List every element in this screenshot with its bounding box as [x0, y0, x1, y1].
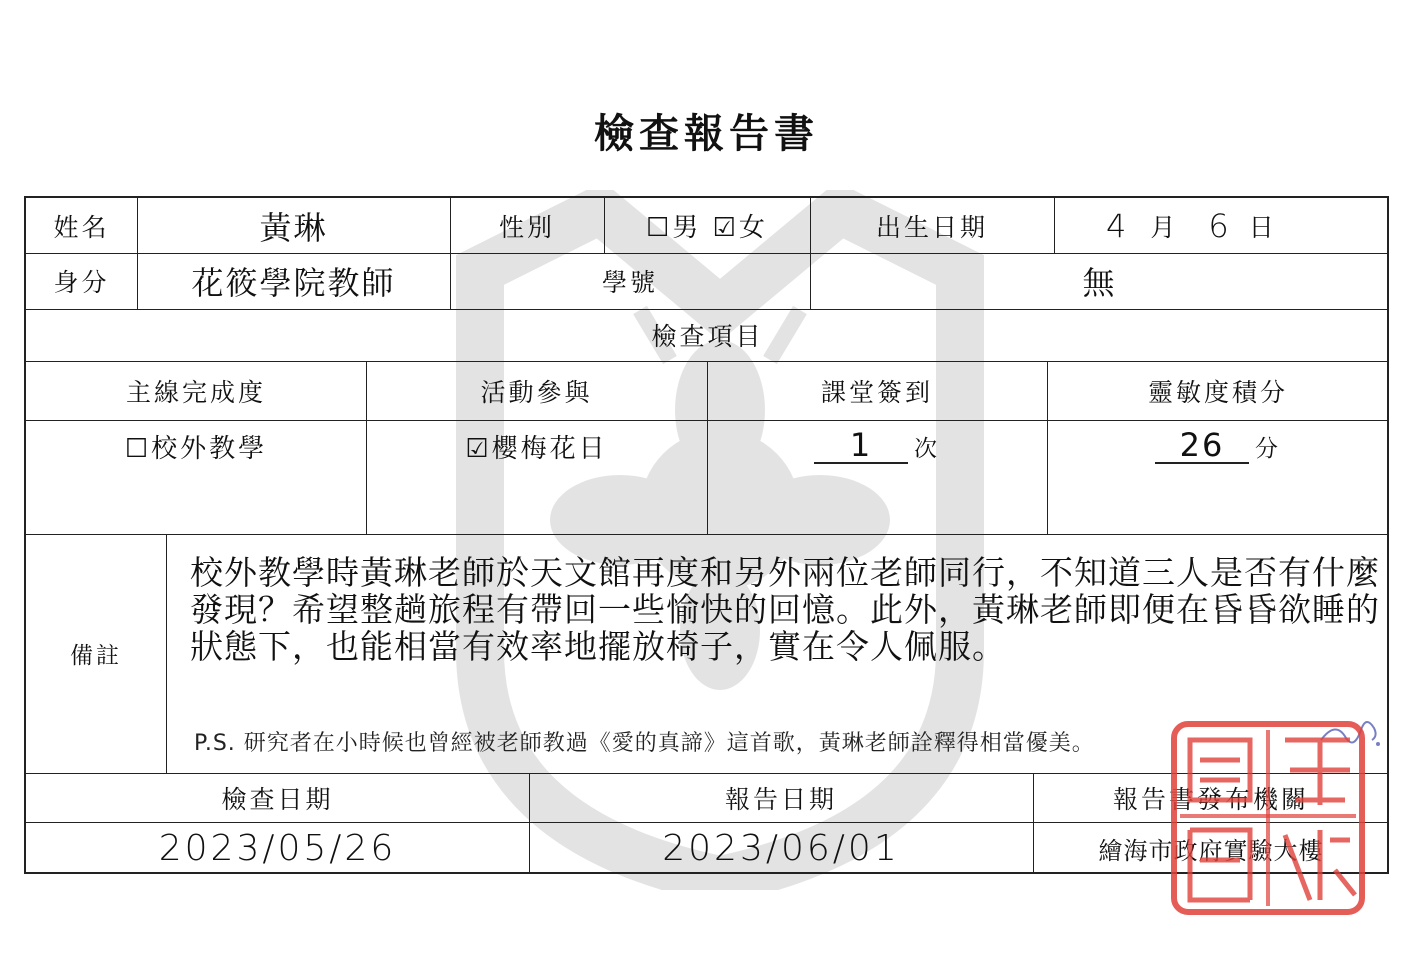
mainline-header: 主線完成度	[125, 377, 266, 407]
birth-day-unit: 日	[1248, 212, 1277, 242]
remarks-text: 校外教學時黃琳老師於天文館再度和另外兩位老師同行，不知道三人是否有什麼發現？希望整趟旅程有帶回一些愉快的回憶。此外，黃琳老師即便在昏昏欲睡的狀態下，也能相當有效率地擺放椅子，實在令人佩服。	[190, 553, 1380, 666]
activity-header: 活動參與	[480, 377, 593, 407]
score-unit: 分	[1255, 435, 1281, 462]
birth-date-label: 出生日期	[875, 212, 988, 242]
birth-month-unit: 月	[1150, 212, 1179, 242]
score-header: 靈敏度積分	[1147, 377, 1288, 407]
birth-month: 4	[1106, 206, 1129, 245]
attendance-unit: 次	[914, 435, 940, 462]
exam-date-label: 檢查日期	[221, 784, 334, 814]
activity-value: ☑櫻梅花日	[465, 433, 608, 464]
name-value: 黃琳	[259, 208, 328, 247]
check-items-header: 檢查項目	[651, 322, 764, 351]
remarks-label: 備註	[70, 643, 122, 669]
score-number: 26	[1155, 428, 1249, 464]
student-id-value: 無	[1082, 264, 1117, 302]
identity-label: 身分	[53, 268, 110, 297]
attendance-header: 課堂簽到	[820, 377, 933, 407]
score-value	[1047, 420, 1389, 472]
identity-value: 花筱學院教師	[191, 264, 396, 302]
report-date-label: 報告日期	[724, 784, 837, 814]
exam-date-value: 2023/05/26	[158, 827, 397, 869]
birth-day: 6	[1208, 206, 1231, 245]
issuer-label: 報告書發布機關	[1112, 784, 1309, 814]
gender-label: 性別	[498, 212, 555, 242]
remarks-ps: P.S. 研究者在小時候也曾經被老師教過《愛的真諦》這首歌，黃琳老師詮釋得相當優美。	[194, 731, 1095, 756]
attendance-value	[707, 420, 1047, 472]
official-seal-stamp	[1170, 720, 1370, 920]
issuer-value: 繪海市政府實驗大樓	[1098, 836, 1324, 865]
birth-date-value	[1054, 198, 1389, 253]
name-label: 姓名	[53, 212, 110, 242]
student-id-label: 學號	[601, 268, 658, 297]
mainline-value: ☐校外教學	[124, 433, 268, 464]
report-date-value: 2023/06/01	[662, 827, 900, 869]
page-title: 檢查報告書	[594, 110, 819, 157]
attendance-count: 1	[814, 428, 908, 464]
gender-value: ☐男 ☑女	[646, 213, 768, 243]
